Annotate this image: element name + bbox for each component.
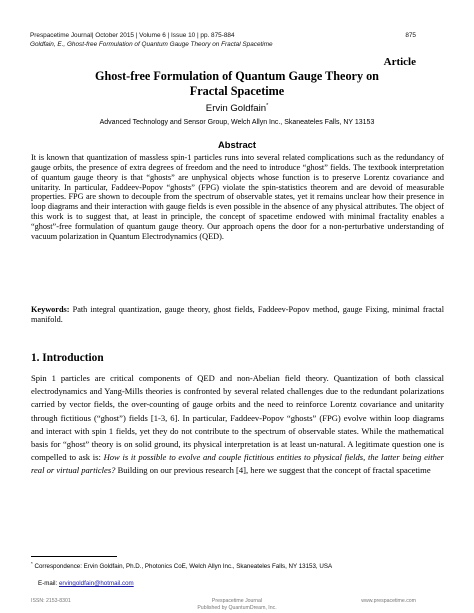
author-affiliation: Advanced Technology and Sensor Group, Welch Allyn Inc., Skaneateles Falls, NY 13153 <box>99 119 375 126</box>
author-footnote-marker: * <box>266 103 269 109</box>
keywords <box>31 305 444 325</box>
page-number: 875 <box>405 32 416 39</box>
footnote-marker: * <box>31 561 33 566</box>
paper-title-line-1: Ghost-free Formulation of Quantum Gauge Theory on <box>95 69 379 83</box>
abstract-heading: Abstract <box>217 139 257 150</box>
footer-website: www.prespacetime.com <box>361 598 416 604</box>
paper-title-line-2: Fractal Spacetime <box>189 84 285 98</box>
introduction-paragraph: Spin 1 particles are critical components of QED and non-Abelian field theory. Quantization of both classical electrodynamics and Yang-Mills theories is confronted by several related challenges due to the redundant polarizations carried by vector fields, the over-counting of gauge orbits and the need to reinforce Lorentz covariance and unitarity through fictitious (“ghost”) fields [1-3, 6]. In particular, Faddeev-Popov “ghosts” (FPG) evolve within loop diagrams and interact with spin 1 fields, yet they do not contribute to the spectrum of observable states. While the mathematical basis for “ghost” theory is on solid ground, its physical interpretation is at least un-natural. A legitimate question one is compelled to ask is: <box>31 373 444 463</box>
email-label: E-mail: <box>38 580 59 587</box>
keywords-text: Path integral quantization, gauge theory, ghost fields, Faddeev-Popov method, gauge Fixing, minimal fractal manifold. <box>31 305 444 324</box>
footnote-divider <box>31 556 117 557</box>
footer-journal-name: Prespacetime Journal <box>211 598 263 604</box>
introduction-text <box>31 372 444 478</box>
email-link[interactable]: ervingoldfain@hotmail.com <box>58 580 134 587</box>
author-line <box>0 103 474 114</box>
footnote-email <box>38 580 134 587</box>
footnote-correspondence-text: Correspondence: Ervin Goldfain, Ph.D., Photonics CoE, Welch Allyn Inc., Skaneateles Falls, NY 13153, USA <box>32 563 333 571</box>
author-name: Ervin Goldfain <box>205 103 267 115</box>
article-label: Article <box>383 56 416 68</box>
introduction-question: How is it possible to evolve and couple fictitious entities to physical fields, the latter being either real or virtual particles? <box>31 452 445 476</box>
citation-header-line: Goldfain, E., Ghost-free Formulation of Quantum Gauge Theory on Fractal Spacetime <box>30 41 273 48</box>
introduction-paragraph-tail: Building on our previous research [4], here we suggest that the concept of fractal spacetime <box>115 465 431 476</box>
abstract-text: It is known that quantization of massless spin-1 particles runs into several related complications such as the redundancy of gauge orbits, the presence of extra degrees of freedom and the need to introduce “ghost” fields. The textbook interpretation of quantum gauge theory is that “ghosts” are unphysical objects whose function is to preserve Lorentz covariance and unitarity. In particular, Faddeev-Popov “ghosts” (FPG) violate the spin-statistics theorem and are devoid of measurable properties. FPG are shown to decouple from the spectrum of observable states, yet it remains unclear how their presence in loop diagrams and their interaction with gauge fields is even possible in the absence of any physical attributes. The object of this work is to suggest that, at least in principle, the concept of spacetime endowed with minimal fractality enables a “ghost”-free formulation of quantum gauge theory. Our approach opens the door for a non-perturbative understanding of vacuum polarization in Quantum Electrodynamics (QED). <box>31 153 444 241</box>
section-heading-introduction: 1. Introduction <box>31 352 104 364</box>
keywords-label: Keywords: <box>31 305 70 314</box>
footer-issn: ISSN: 2153-8301 <box>31 598 71 604</box>
footer-publisher-name: Published by QuantumDream, Inc. <box>197 604 277 611</box>
footnote-correspondence <box>31 561 332 570</box>
journal-header-line: Prespacetime Journal| October 2015 | Volume 6 | Issue 10 | pp. 875-884 <box>30 32 235 39</box>
paper-title <box>30 69 444 99</box>
